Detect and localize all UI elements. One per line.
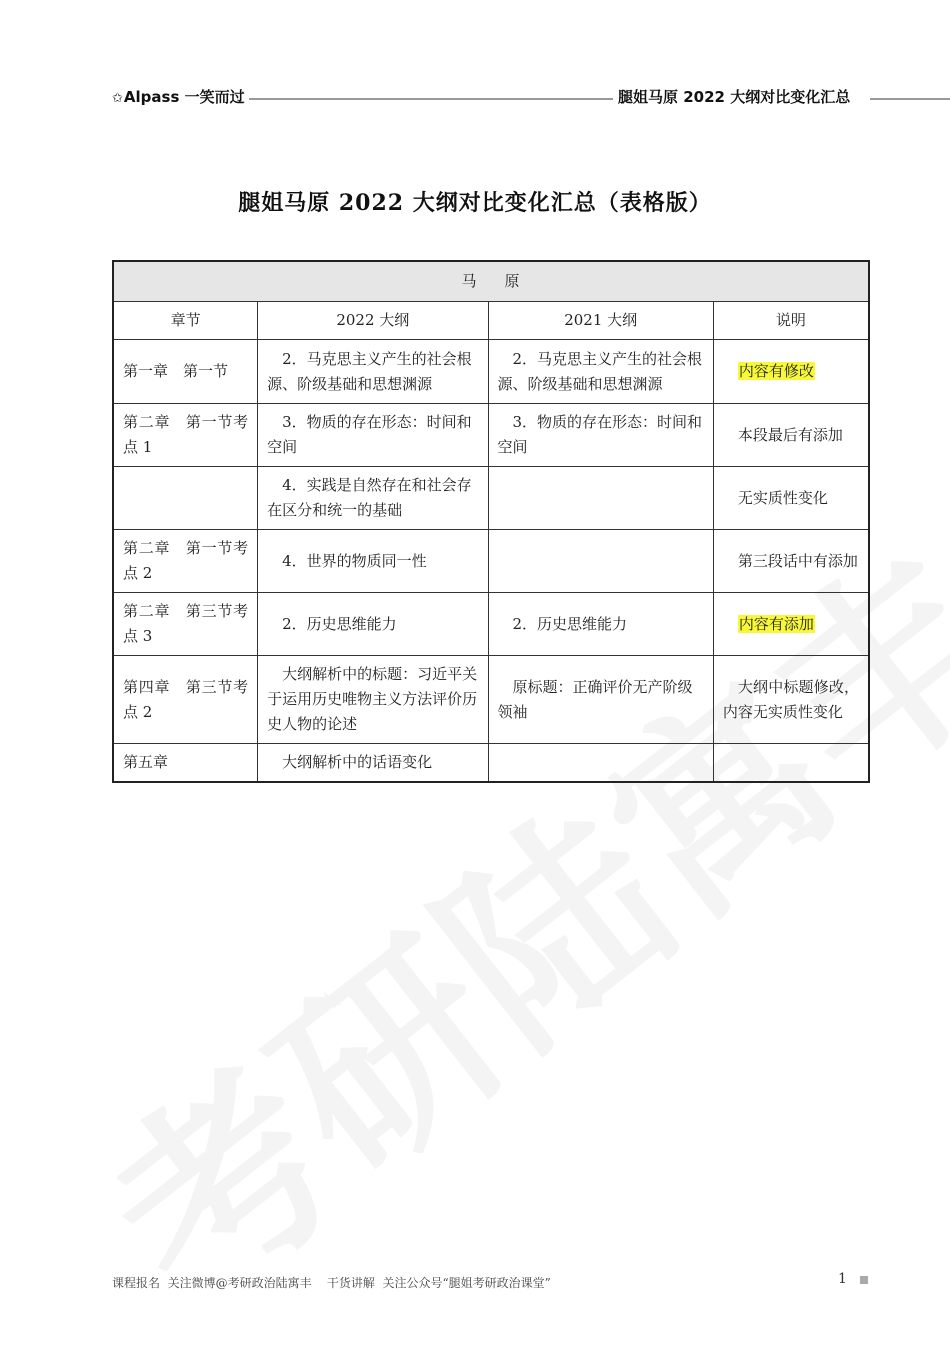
chapter-cell: 第五章 <box>113 744 258 782</box>
table-row <box>113 656 869 744</box>
page-number: 1 <box>838 1271 847 1287</box>
table-row <box>113 467 869 530</box>
note-cell: 第三段话中有添加 <box>713 530 869 593</box>
note-cell: 无实质性变化 <box>713 467 869 530</box>
table-row <box>113 593 869 656</box>
note-cell <box>713 340 869 404</box>
outline-2021-cell: 原标题：正确评价无产阶级领袖 <box>488 656 713 744</box>
outline-2021-cell <box>488 467 713 530</box>
note-cell: 大纲中标题修改，内容无实质性变化 <box>713 656 869 744</box>
table-row <box>113 530 869 593</box>
page-marker-square <box>860 1276 868 1284</box>
chapter-cell: 第一章 第一节 <box>113 340 258 404</box>
note-cell <box>713 593 869 656</box>
table-row <box>113 340 869 404</box>
table-section-row <box>113 261 869 302</box>
outline-2022-cell: 4．实践是自然存在和社会存在区分和统一的基础 <box>258 467 488 530</box>
outline-2022-cell: 2．马克思主义产生的社会根源、阶级基础和思想渊源 <box>258 340 488 404</box>
table-row <box>113 404 869 467</box>
chapter-cell: 第四章 第三节考点 2 <box>113 656 258 744</box>
note-cell: 本段最后有添加 <box>713 404 869 467</box>
brand-text: Alpass 一笑而过 <box>123 88 245 106</box>
section-title: 马原 <box>113 261 869 302</box>
page-footer: 课程报名 关注微博@考研政治陆寓丰 干货讲解 关注公众号“腿姐考研政治课堂” <box>112 1276 551 1290</box>
highlighted-note: 内容有修改 <box>738 362 814 380</box>
page-header <box>0 84 950 112</box>
outline-2021-cell <box>488 530 713 593</box>
header-title: 腿姐马原 2022 大纲对比变化汇总 <box>618 88 851 106</box>
column-header: 2022 大纲 <box>258 302 488 340</box>
chapter-cell: 第二章 第一节考点 2 <box>113 530 258 593</box>
outline-2021-cell: 2．马克思主义产生的社会根源、阶级基础和思想渊源 <box>488 340 713 404</box>
highlighted-note: 内容有添加 <box>738 614 814 633</box>
outline-2021-cell: 3．物质的存在形态：时间和空间 <box>488 404 713 467</box>
star-icon: ✩ <box>112 91 123 106</box>
outline-2022-cell: 大纲解析中的标题：习近平关于运用历史唯物主义方法评价历史人物的论述 <box>258 656 488 744</box>
column-header: 说明 <box>713 302 869 340</box>
outline-2022-cell: 4．世界的物质同一性 <box>258 530 488 593</box>
chapter-cell: 第二章 第三节考点 3 <box>113 593 258 656</box>
column-header: 章节 <box>113 302 258 340</box>
header-rule-right <box>870 98 950 100</box>
note-cell <box>713 744 869 782</box>
column-header: 2021 大纲 <box>488 302 713 340</box>
chapter-cell <box>113 467 258 530</box>
outline-2022-cell: 2．历史思维能力 <box>258 593 488 656</box>
comparison-table <box>112 260 870 783</box>
table-header-row <box>113 302 869 340</box>
document-title: 腿姐马原 2022 大纲对比变化汇总（表格版） <box>238 190 712 216</box>
table-row <box>113 744 869 782</box>
header-rule-left <box>232 98 613 100</box>
brand-logo <box>112 86 249 107</box>
outline-2022-cell: 3．物质的存在形态：时间和空间 <box>258 404 488 467</box>
outline-2021-cell: 2．历史思维能力 <box>488 593 713 656</box>
outline-2022-cell: 大纲解析中的话语变化 <box>258 744 488 782</box>
chapter-cell: 第二章 第一节考点 1 <box>113 404 258 467</box>
outline-2021-cell <box>488 744 713 782</box>
